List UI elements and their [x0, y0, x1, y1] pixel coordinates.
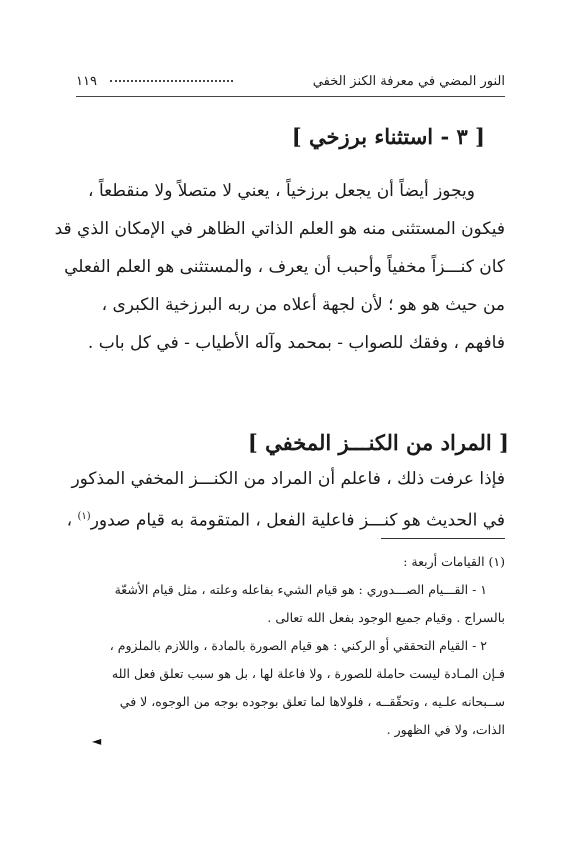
- footnote-line: الذات، ولا في الظهور .: [386, 722, 505, 737]
- text-line: [66, 498, 505, 540]
- footnote-line: فـإن المـادة ليست حاملة للصورة ، ولا فاعلة لها ، بل هو سبب تعلق فعل الله: [111, 666, 505, 681]
- footnote-line: ١ - القـــيام الصـــدوري : هو قيام الشيء بفاعله وعلته ، مثل قيام الأشعّة: [114, 582, 487, 597]
- footnotes-block: [74, 548, 505, 744]
- text-line: كان كنـــزاً مخفياً وأحبب أن يعرف ، والمستثنى هو العلم الفعلي: [64, 257, 505, 277]
- footnote-line: ٢ - القيام التحققي أو الركني : هو قيام الصورة بالمادة ، واللازم بالملزوم ،: [109, 638, 487, 653]
- section-heading-barzakhi: [ ٣ - استثناء برزخي ]: [291, 124, 485, 149]
- footnote-intro: (١) القيامات أربعة :: [403, 554, 505, 569]
- text-line: فافهم ، وفقك للصواب - بمحمد وآله الأطياب - في كل باب .: [87, 333, 505, 353]
- footnote-reference[interactable]: (١): [77, 511, 91, 522]
- continue-arrow-icon: ◄: [92, 734, 102, 748]
- footnote-separator: [381, 538, 505, 539]
- text-fragment: ،: [66, 510, 73, 531]
- text-line: فيكون المستثنى منه هو العلم الذاتي الظاهر في الإمكان الذي قد: [54, 219, 505, 239]
- text-fragment: في الحديث هو كنـــز فاعلية الفعل ، المتقومة به قيام صدور: [90, 510, 505, 531]
- page-number: ١١٩: [76, 74, 97, 89]
- running-header: [76, 72, 505, 97]
- text-line: ويجوز أيضاً أن يجعل برزخياً ، يعني لا متصلاً ولا منقطعاً ،: [88, 181, 475, 201]
- section-heading-hidden-treasure: [ المراد من الكنـــز المخفي ]: [247, 430, 509, 455]
- footnote-line: ســبحانه علـيه ، وتحقّقــه ، فلولاها لما تعلق بوجوده بوجه من الوجوه، لا في: [119, 694, 505, 709]
- book-title: النور المضي في معرفة الكنز الخفي: [312, 74, 505, 89]
- paragraph-barzakhi: [54, 172, 505, 362]
- footnote-line: بالسراج . وقيام جميع الوجود بفعل الله تعالى .: [267, 610, 505, 625]
- text-line: فإذا عرفت ذلك ، فاعلم أن المراد من الكنـــز المخفي المذكور: [71, 469, 505, 489]
- text-line: من حيث هو هو ؛ لأن لجهة أعلاه من ربه البرزخية الكبرى ،: [101, 295, 505, 315]
- header-leader-dots: [110, 80, 233, 82]
- paragraph-hidden-treasure: [66, 460, 505, 540]
